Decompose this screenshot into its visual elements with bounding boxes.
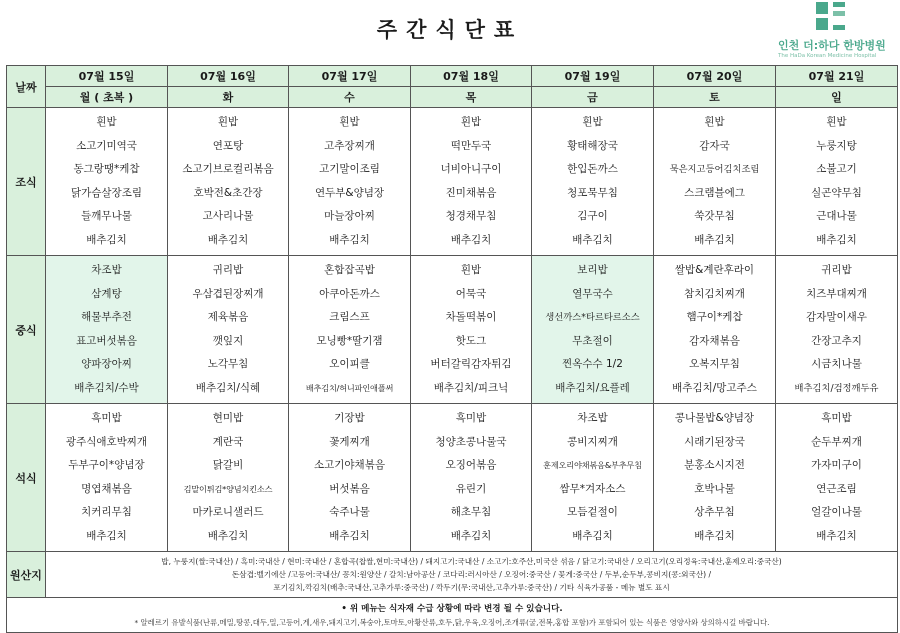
menu-item: 감자국: [699, 139, 730, 152]
menu-item: 순두부찌개: [811, 435, 862, 448]
hospital-subtitle: The HaDa Korean Medicine Hospital: [778, 53, 877, 59]
dinner-row: [7, 404, 898, 552]
menu-item: 배추김치: [572, 529, 613, 542]
hospital-logo-mark-icon: [816, 2, 846, 30]
menu-cell-thu: [411, 256, 532, 404]
menu-item: 배추김치/피크닉: [433, 381, 509, 394]
menu-item: 닭가슴살장조림: [70, 186, 142, 199]
menu-item: 동그랑땡*케찹: [73, 163, 140, 175]
menu-item: 배추김치/허니파인애플써: [305, 382, 394, 393]
menu-item: 청포묵무침: [567, 186, 618, 199]
lunch-label: 중식: [7, 256, 46, 404]
menu-item: 버터갈릭감자튀김: [430, 358, 512, 370]
menu-item: 실곤약무침: [811, 186, 862, 199]
weekday-mon: 월 ( 초복 ): [46, 87, 168, 108]
menu-item: 모닝빵*딸기잼: [316, 334, 383, 347]
origin-line: 포기김치,깍김치(배추:국내산,고추가루:중국산) / 깍두기(무:국내산,고추가루:중국산) / 기타 식육가공품 - 메뉴 별도 표시: [273, 583, 670, 592]
origin-line: 밥, 누룽지(쌀:국내산) / 흑미:국내산 / 현미:국내산 / 혼합곡(찹쌀,현미:국내산) / 돼지고기:국내산 / 소고기:호주산,미국산 섞음 / 닭고기:국내산 / 오리고기(오리정육:국내산,훈제오리:중국산): [161, 557, 782, 566]
menu-item: 혼합잡곡밥: [324, 264, 375, 276]
menu-item: 귀리밥: [212, 264, 244, 276]
menu-item: 열무국수: [572, 287, 613, 300]
weekday-tue: 화: [168, 87, 289, 108]
menu-item: 배추김치: [207, 233, 249, 246]
menu-item: 간장고추지: [811, 334, 862, 347]
menu-item: 호박나물: [694, 482, 735, 495]
menu-item: 귀리밥: [821, 264, 852, 276]
menu-cell-sat: [654, 108, 776, 256]
menu-item: 청경채무침: [445, 210, 497, 222]
weekday-row: [7, 87, 898, 108]
menu-item: 들깨무나물: [81, 210, 132, 222]
menu-item: 노각무침: [207, 358, 249, 370]
menu-item: 해물부추전: [81, 311, 132, 323]
menu-item: 쑥갓무침: [694, 210, 735, 222]
menu-item: 버섯볶음: [329, 482, 370, 495]
menu-item: 콩비지찌개: [567, 435, 618, 448]
menu-item: 유린기: [455, 482, 487, 495]
date-mon: 07월 15일: [46, 66, 168, 87]
menu-item: 차조밥: [577, 412, 608, 424]
weekly-menu-table: [6, 65, 898, 633]
menu-item: 콩나물밥&양념장: [674, 412, 755, 424]
menu-item: 얼갈이나물: [811, 506, 862, 518]
menu-item: 흰밥: [826, 116, 847, 128]
menu-item: 황태해장국: [567, 139, 618, 152]
menu-item: 배추김치: [86, 233, 127, 246]
menu-cell-sat: [654, 256, 776, 404]
menu-cell-wed: [289, 256, 411, 404]
menu-item: 흰밥: [582, 116, 603, 128]
menu-item: 깻잎지: [212, 334, 244, 347]
origin-label: 원산지: [7, 552, 46, 598]
date-sun: 07월 21일: [776, 66, 898, 87]
menu-item: 치즈부대찌개: [806, 287, 867, 300]
menu-item: 배추김치: [572, 233, 613, 246]
menu-cell-wed: [289, 404, 411, 552]
menu-item: 흑미밥: [91, 412, 122, 424]
menu-cell-fri: [532, 256, 654, 404]
menu-cell-sun: [776, 108, 898, 256]
menu-item: 훈제오리야채볶음&부추무침: [543, 460, 642, 470]
menu-cell-mon: [46, 108, 168, 256]
page-title: 주간식단표: [376, 18, 524, 42]
menu-item: 분홍소시지전: [684, 459, 745, 471]
menu-item: 연두부&양념장: [314, 186, 385, 199]
menu-item: 치커리무침: [81, 506, 132, 518]
menu-item: 해초무침: [450, 506, 492, 518]
menu-item: 한입돈까스: [567, 163, 618, 175]
menu-item: 배추김치/식혜: [195, 381, 261, 394]
date-thu: 07월 18일: [411, 66, 532, 87]
menu-cell-tue: [168, 108, 289, 256]
menu-item: 소고기야채볶음: [313, 459, 385, 471]
menu-item: 흰밥: [460, 116, 482, 128]
lunch-row: [7, 256, 898, 404]
menu-item: 광주식애호박찌개: [65, 435, 148, 448]
menu-item: 기장밥: [334, 412, 365, 424]
menu-item: 핫도그: [455, 334, 487, 347]
date-tue: 07월 16일: [168, 66, 289, 87]
menu-cell-mon: [46, 404, 168, 552]
menu-item: 감자말이새우: [806, 311, 867, 323]
hospital-logo: [770, 2, 900, 64]
date-row: [7, 66, 898, 87]
menu-item: 흑미밥: [821, 412, 852, 424]
menu-item: 흰밥: [96, 116, 117, 128]
menu-item: 배추김치/망고주스: [672, 381, 757, 394]
menu-item: 흰밥: [339, 116, 360, 128]
menu-item: 흰밥: [460, 264, 482, 276]
menu-item: 감자채볶음: [689, 334, 740, 347]
menu-change-notice: • 위 메뉴는 식자재 수급 상황에 따라 변경 될 수 있습니다.: [341, 604, 563, 614]
breakfast-row: [7, 108, 898, 256]
menu-item: 스크램블에그: [684, 186, 745, 199]
menu-item: 배추김치/수박: [74, 381, 139, 394]
menu-item: 소고기브로컬리볶음: [182, 163, 274, 175]
menu-item: 근대나물: [816, 210, 857, 222]
menu-item: 찐옥수수 1/2: [562, 358, 623, 370]
menu-item: 우삼겹된장찌개: [192, 287, 264, 300]
menu-item: 호박전&초간장: [193, 186, 263, 199]
menu-item: 쌈무*겨자소스: [559, 482, 626, 495]
menu-item: 김구이: [577, 210, 608, 222]
menu-cell-thu: [411, 108, 532, 256]
menu-item: 어묵국: [455, 287, 487, 300]
menu-cell-sun: [776, 256, 898, 404]
date-fri: 07월 19일: [532, 66, 654, 87]
menu-cell-tue: [168, 404, 289, 552]
menu-item: 양파장아찌: [81, 358, 132, 370]
menu-item: 진미채볶음: [445, 186, 497, 199]
menu-item: 계란국: [212, 435, 244, 448]
menu-item: 배추김치: [694, 529, 735, 542]
menu-cell-mon: [46, 256, 168, 404]
menu-item: 배추김치: [329, 233, 370, 246]
menu-item: 가자미구이: [811, 459, 862, 471]
notice-row: [7, 598, 898, 633]
weekday-fri: 금: [532, 87, 654, 108]
menu-cell-sun: [776, 404, 898, 552]
weekday-sat: 토: [654, 87, 776, 108]
menu-item: 표고버섯볶음: [76, 334, 137, 347]
menu-item: 배추김치/검정깨두유: [794, 382, 879, 394]
menu-item: 연포탕: [212, 139, 244, 152]
menu-item: 소고기미역국: [76, 139, 137, 152]
menu-item: 고사리나물: [202, 210, 254, 222]
menu-item: 모듬겉절이: [567, 506, 618, 518]
dinner-label: 석식: [7, 404, 46, 552]
menu-item: 너비아니구이: [440, 163, 502, 175]
menu-cell-sat: [654, 404, 776, 552]
hospital-name: 인천 더:하다 한방병원: [778, 39, 886, 52]
menu-item: 참치김치찌개: [684, 287, 745, 300]
menu-item: 흰밥: [704, 116, 725, 128]
menu-item: 배추김치: [207, 529, 249, 542]
menu-item: 고기말이조림: [319, 163, 380, 175]
menu-item: 김말이튀김*양념치킨소스: [183, 483, 273, 494]
origin-line: 돈삼겹:벨기에산 /고등어:국내산/ 꽁치:원양산 / 갈치:남아공산 / 코다리:러시아산 / 오징어:중국산 / 꽃게:중국산 / 두부,순두부,콩비지(콩:외국산) /: [231, 570, 712, 579]
notice-cell: [7, 598, 898, 633]
menu-item: 아쿠아돈까스: [319, 287, 380, 300]
menu-item: 배추김치: [694, 233, 735, 246]
menu-item: 시금치나물: [811, 358, 862, 370]
menu-item: 제육볶음: [207, 311, 249, 323]
menu-cell-tue: [168, 256, 289, 404]
menu-item: 현미밥: [212, 412, 244, 424]
date-sat: 07월 20일: [654, 66, 776, 87]
menu-item: 꽃게찌개: [329, 435, 370, 448]
weekday-wed: 수: [289, 87, 411, 108]
menu-item: 무초절이: [572, 334, 613, 347]
menu-cell-fri: [532, 404, 654, 552]
menu-item: 오이피클: [329, 358, 370, 370]
menu-item: 배추김치: [329, 529, 370, 542]
menu-cell-fri: [532, 108, 654, 256]
menu-item: 오징어볶음: [445, 459, 497, 471]
menu-item: 쌀밥&계란후라이: [674, 264, 755, 276]
menu-item: 두부구이*양념장: [68, 459, 145, 471]
menu-item: 배추김치/요플레: [555, 381, 630, 394]
menu-item: 크림스프: [329, 311, 370, 323]
menu-item: 고추장찌개: [324, 139, 375, 152]
menu-item: 마카로니샐러드: [192, 506, 264, 518]
date-header-label: 날짜: [7, 66, 46, 108]
menu-item: 배추김치: [816, 529, 857, 542]
menu-item: 차조밥: [91, 264, 122, 276]
menu-item: 햄구이*케찹: [686, 311, 743, 323]
menu-item: 배추김치: [816, 233, 857, 246]
menu-item: 생선까스*타르타르소스: [545, 312, 640, 323]
weekday-sun: 일: [776, 87, 898, 108]
menu-item: 삼계탕: [91, 287, 122, 300]
menu-item: 보리밥: [577, 264, 608, 276]
menu-item: 배추김치: [86, 529, 127, 542]
breakfast-label: 조식: [7, 108, 46, 256]
menu-item: 배추김치: [450, 529, 492, 542]
menu-item: 시래기된장국: [684, 435, 745, 448]
menu-item: 숙주나물: [329, 506, 370, 518]
allergy-notice: * 알레르기 유발식품(난류,메밀,땅콩,대두,밀,고등어,게,새우,돼지고기,복숭아,토마토,아황산류,호두,닭,우육,오징어,조개류(굴,전복,홍합 포함)가 포함되어 있는 식품은 영양사와 상의하시길 바랍니다.: [134, 618, 770, 627]
menu-item: 청양초콩나물국: [435, 435, 507, 448]
menu-item: 차돌떡볶이: [445, 311, 497, 323]
menu-item: 연근조림: [816, 482, 857, 495]
menu-item: 흰밥: [217, 116, 239, 128]
weekday-thu: 목: [411, 87, 532, 108]
menu-item: 오복지무침: [689, 358, 740, 370]
menu-item: 명엽채볶음: [81, 482, 132, 495]
menu-item: 묵은지고등어김치조림: [669, 164, 760, 175]
menu-cell-thu: [411, 404, 532, 552]
menu-item: 소불고기: [816, 163, 857, 175]
date-wed: 07월 17일: [289, 66, 411, 87]
menu-item: 닭갈비: [212, 459, 244, 471]
origin-row: [7, 552, 898, 598]
origin-info: [46, 552, 898, 598]
menu-item: 흑미밥: [455, 412, 487, 424]
menu-cell-wed: [289, 108, 411, 256]
menu-item: 누룽지탕: [816, 139, 857, 152]
menu-item: 마늘장아찌: [324, 210, 375, 222]
menu-item: 배추김치: [450, 233, 492, 246]
menu-item: 떡만두국: [450, 139, 492, 152]
menu-item: 상추무침: [694, 506, 735, 518]
